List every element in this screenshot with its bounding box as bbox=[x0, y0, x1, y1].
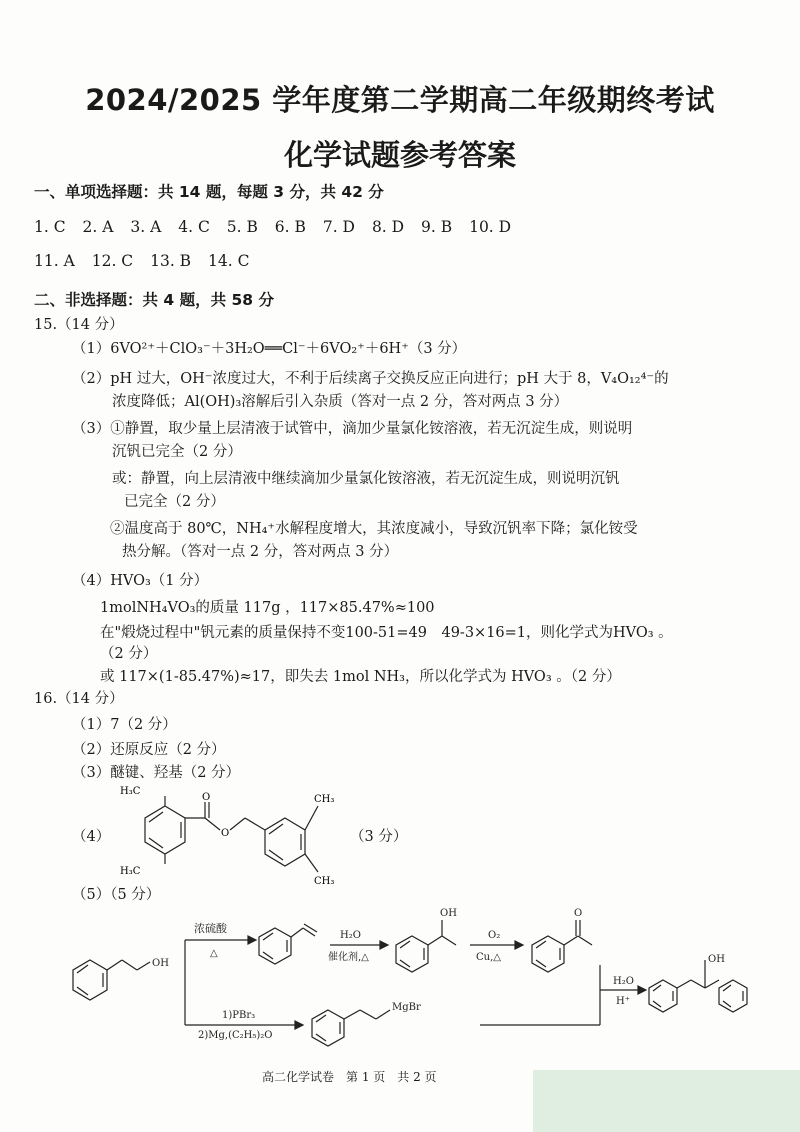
condition-label: H⁺ bbox=[616, 996, 630, 1007]
q15-part4-line2: 1molNH₄VO₃的质量 117g ，117×85.47%≈100 bbox=[100, 600, 435, 616]
page-footer: 高二化学试卷 第 1 页 共 2 页 bbox=[262, 1070, 437, 1084]
corner-patch bbox=[533, 1070, 800, 1132]
methyl-label: CH₃ bbox=[314, 876, 335, 887]
q15-part1: （1）6VO²⁺＋ClO₃⁻＋3H₂O══Cl⁻＋6VO₂⁺＋6H⁺（3 分） bbox=[72, 341, 467, 357]
q16-part3: （3）醚键、羟基（2 分） bbox=[72, 765, 241, 781]
page-subtitle: 化学试题参考答案 bbox=[283, 138, 516, 172]
hydroxyl-label: OH bbox=[152, 958, 169, 969]
reagent-label: O₂ bbox=[488, 930, 501, 941]
q15-part4-line1: （4）HVO₃（1 分） bbox=[72, 573, 209, 589]
ester-oxygen-label: O bbox=[221, 828, 230, 839]
reagent-label: 1)PBr₃ bbox=[222, 1010, 256, 1021]
answer-item: 11. A bbox=[34, 252, 75, 270]
grignard-label: MgBr bbox=[392, 1002, 421, 1013]
q16-part2: （2）还原反应（2 分） bbox=[72, 742, 226, 758]
q15-part4-line3: 在"煅烧过程中"钒元素的质量保持不变100-51=49 49-3×16=1，则化学式为HVO₃ 。 bbox=[100, 625, 673, 641]
answer-row-1 bbox=[34, 218, 523, 236]
condition-label: Cu,△ bbox=[476, 952, 501, 963]
part1-heading: 一、单项选择题：共 14 题，每题 3 分，共 42 分 bbox=[34, 183, 384, 201]
reagent-label: 浓硫酸 bbox=[194, 922, 227, 935]
q16-part5-synthesis-scheme bbox=[60, 900, 760, 1060]
q15-part3-line6: 热分解。（答对一点 2 分，答对两点 3 分） bbox=[122, 544, 399, 560]
methyl-label: H₃C bbox=[120, 866, 141, 877]
answer-row-2 bbox=[34, 252, 261, 270]
answer-item: 14. C bbox=[208, 252, 250, 270]
hydroxyl-label: OH bbox=[440, 908, 457, 919]
part2-heading: 二、非选择题：共 4 题，共 58 分 bbox=[34, 291, 274, 309]
answer-item: 6. B bbox=[274, 218, 306, 236]
q16-part4-label: （4） bbox=[72, 829, 111, 845]
q16-heading: 16.（14 分） bbox=[34, 691, 124, 707]
answer-item: 5. B bbox=[226, 218, 258, 236]
methyl-label: H₃C bbox=[120, 786, 141, 797]
q15-heading: 15.（14 分） bbox=[34, 317, 124, 333]
condition-label: 催化剂,△ bbox=[328, 952, 369, 963]
q16-part1: （1）7（2 分） bbox=[72, 717, 177, 733]
carbonyl-oxygen-label: O bbox=[202, 792, 211, 803]
answer-item: 2. A bbox=[82, 218, 114, 236]
answer-item: 3. A bbox=[130, 218, 162, 236]
q16-part5-label: （5）（5 分） bbox=[72, 887, 161, 903]
q16-part4-score: （3 分） bbox=[350, 829, 408, 845]
reagent-label: H₂O bbox=[340, 930, 361, 941]
answer-item: 1. C bbox=[34, 218, 66, 236]
q16-part4-structure bbox=[100, 778, 350, 888]
answer-item: 8. D bbox=[371, 218, 405, 236]
q15-part2-line2: 浓度降低；Al(OH)₃溶解后引入杂质（答对一点 2 分，答对两点 3 分） bbox=[112, 394, 569, 410]
condition-label: 2)Mg,(C₂H₅)₂O bbox=[198, 1030, 273, 1041]
q15-part3-line1: （3）①静置，取少量上层清液于试管中，滴加少量氯化铵溶液，若无沉淀生成，则说明 bbox=[72, 421, 633, 437]
answer-item: 12. C bbox=[91, 252, 134, 270]
methyl-label: CH₃ bbox=[314, 794, 335, 805]
hydroxyl-label: OH bbox=[708, 954, 725, 965]
answer-item: 4. C bbox=[178, 218, 210, 236]
q15-part2-line1: （2）pH 过大，OH⁻浓度过大，不利于后续离子交换反应正向进行；pH 大于 8，V₄O₁₂⁴⁻的 bbox=[72, 371, 669, 387]
answer-item: 7. D bbox=[322, 218, 355, 236]
q15-part3-line3: 或：静置，向上层清液中继续滴加少量氯化铵溶液，若无沉淀生成，则说明沉钒 bbox=[112, 471, 620, 487]
q15-part3-line2: 沉钒已完全（2 分） bbox=[112, 444, 242, 460]
condition-label: △ bbox=[210, 948, 218, 959]
answer-item: 13. B bbox=[150, 252, 192, 270]
answer-item: 9. B bbox=[421, 218, 453, 236]
q15-part4-line5: 或 117×(1-85.47%)≈17，即失去 1mol NH₃，所以化学式为 HVO₃ 。（2 分） bbox=[100, 669, 621, 685]
q15-part4-line4: （2 分） bbox=[100, 646, 158, 662]
q15-part3-line5: ②温度高于 80℃，NH₄⁺水解程度增大，其浓度减小，导致沉钒率下降；氯化铵受 bbox=[110, 521, 638, 537]
reagent-label: H₂O bbox=[613, 976, 634, 987]
answer-item: 10. D bbox=[469, 218, 512, 236]
q15-part3-line4: 已完全（2 分） bbox=[124, 494, 225, 510]
carbonyl-oxygen-label: O bbox=[574, 908, 583, 919]
page-title: 2024/2025 学年度第二学期高二年级期终考试 bbox=[85, 83, 715, 117]
